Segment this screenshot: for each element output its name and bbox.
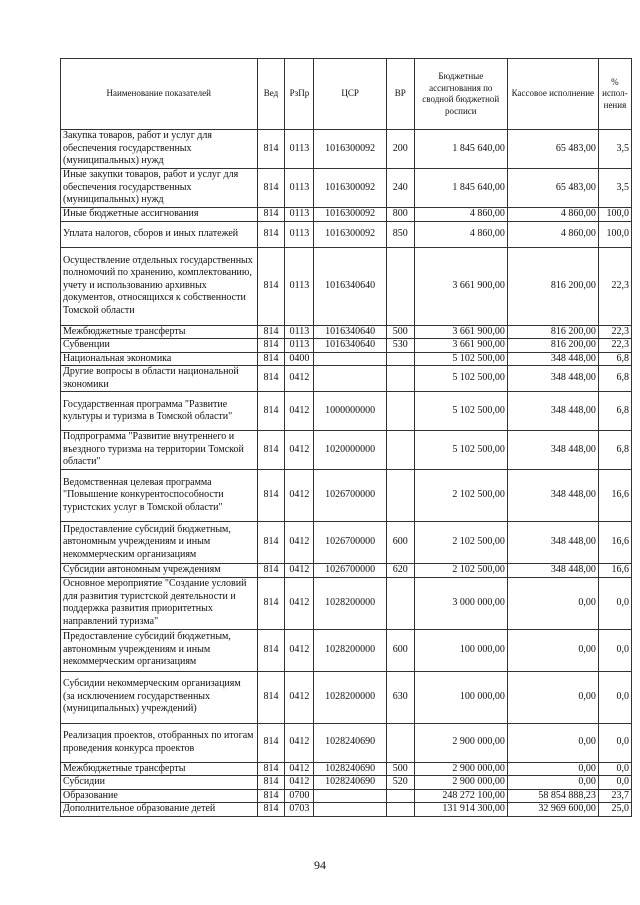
cell-rzpr: 0412 [285, 776, 314, 790]
cell-cash: 348 448,00 [507, 470, 598, 522]
cell-name: Субсидии некоммерческим организациям (за исключением государственных (муниципальных) учреждений) [61, 671, 258, 723]
cell-pct: 100,0 [598, 221, 631, 247]
cell-ved: 814 [257, 789, 285, 803]
cell-name: Другие вопросы в области национальной экономики [61, 366, 258, 392]
cell-ved: 814 [257, 325, 285, 339]
cell-ved: 814 [257, 221, 285, 247]
cell-pct: 0,0 [598, 671, 631, 723]
cell-ved: 814 [257, 208, 285, 222]
cell-cash: 65 483,00 [507, 130, 598, 169]
cell-csr: 1016300092 [314, 208, 386, 222]
cell-cash: 0,00 [507, 577, 598, 629]
cell-name: Субсидии автономным учреждениям [61, 564, 258, 578]
cell-name: Уплата налогов, сборов и иных платежей [61, 221, 258, 247]
cell-budget: 5 102 500,00 [414, 366, 507, 392]
cell-csr: 1016300092 [314, 130, 386, 169]
cell-vr: 520 [386, 776, 414, 790]
cell-budget: 5 102 500,00 [414, 392, 507, 431]
cell-vr [386, 366, 414, 392]
cell-budget: 2 102 500,00 [414, 564, 507, 578]
header-csr: ЦСР [314, 59, 386, 130]
cell-ved: 814 [257, 366, 285, 392]
header-pct: % испол-нения [598, 59, 631, 130]
cell-budget: 3 661 900,00 [414, 339, 507, 353]
table-row [61, 803, 632, 817]
cell-pct: 3,5 [598, 130, 631, 169]
cell-csr [314, 366, 386, 392]
cell-cash: 816 200,00 [507, 325, 598, 339]
cell-vr: 800 [386, 208, 414, 222]
cell-pct: 23,7 [598, 789, 631, 803]
cell-pct: 0,0 [598, 776, 631, 790]
cell-name: Предоставление субсидий бюджетным, автономным учреждениям и иным некоммерческим организациям [61, 522, 258, 564]
cell-budget: 2 900 000,00 [414, 776, 507, 790]
table-row [61, 221, 632, 247]
cell-cash: 348 448,00 [507, 392, 598, 431]
cell-budget: 2 102 500,00 [414, 470, 507, 522]
cell-pct: 6,8 [598, 392, 631, 431]
cell-csr [314, 352, 386, 366]
cell-name: Реализация проектов, отобранных по итогам проведения конкурса проектов [61, 723, 258, 762]
cell-ved: 814 [257, 803, 285, 817]
cell-vr: 850 [386, 221, 414, 247]
cell-vr [386, 723, 414, 762]
cell-ved: 814 [257, 522, 285, 564]
cell-vr [386, 392, 414, 431]
cell-name: Основное мероприятие "Создание условий для развития туристской деятельности и поддержка развития приоритетных направлений туризма" [61, 577, 258, 629]
cell-rzpr: 0113 [285, 339, 314, 353]
cell-cash: 4 860,00 [507, 221, 598, 247]
cell-ved: 814 [257, 431, 285, 470]
cell-rzpr: 0412 [285, 671, 314, 723]
header-vr: ВР [386, 59, 414, 130]
cell-csr: 1028240690 [314, 762, 386, 776]
cell-csr: 1026700000 [314, 522, 386, 564]
header-ved: Вед [257, 59, 285, 130]
cell-rzpr: 0412 [285, 762, 314, 776]
cell-name: Ведомственная целевая программа "Повышение конкурентоспособности туристских услуг в Томской области" [61, 470, 258, 522]
cell-csr: 1020000000 [314, 431, 386, 470]
cell-name: Субсидии [61, 776, 258, 790]
header-rzpr: РзПр [285, 59, 314, 130]
cell-cash: 348 448,00 [507, 431, 598, 470]
cell-name: Подпрограмма "Развитие внутреннего и въездного туризма на территории Томской области" [61, 431, 258, 470]
table-row [61, 208, 632, 222]
table-row [61, 522, 632, 564]
cell-pct: 16,6 [598, 522, 631, 564]
cell-name: Осуществление отдельных государственных полномочий по хранению, комплектованию, учету и использованию архивных документов, относящихся к собственности Томской области [61, 247, 258, 325]
cell-rzpr: 0700 [285, 789, 314, 803]
cell-name: Закупка товаров, работ и услуг для обеспечения государственных (муниципальных) нужд [61, 130, 258, 169]
budget-execution-table [60, 58, 632, 817]
cell-cash: 0,00 [507, 776, 598, 790]
cell-ved: 814 [257, 577, 285, 629]
cell-cash: 348 448,00 [507, 564, 598, 578]
table-row [61, 339, 632, 353]
cell-pct: 100,0 [598, 208, 631, 222]
cell-pct: 0,0 [598, 629, 631, 671]
table-row [61, 762, 632, 776]
header-name: Наименование показателей [61, 59, 258, 130]
cell-pct: 3,5 [598, 169, 631, 208]
cell-budget: 4 860,00 [414, 221, 507, 247]
cell-vr [386, 431, 414, 470]
cell-csr [314, 803, 386, 817]
cell-rzpr: 0113 [285, 208, 314, 222]
cell-cash: 0,00 [507, 671, 598, 723]
table-row [61, 130, 632, 169]
cell-ved: 814 [257, 564, 285, 578]
table-row [61, 564, 632, 578]
cell-csr: 1016340640 [314, 339, 386, 353]
cell-pct: 0,0 [598, 577, 631, 629]
cell-vr [386, 577, 414, 629]
cell-ved: 814 [257, 776, 285, 790]
cell-pct: 6,8 [598, 431, 631, 470]
table-row [61, 723, 632, 762]
cell-csr: 1028240690 [314, 723, 386, 762]
cell-budget: 5 102 500,00 [414, 431, 507, 470]
table-body [61, 130, 632, 817]
cell-csr: 1028200000 [314, 671, 386, 723]
cell-vr: 530 [386, 339, 414, 353]
cell-csr: 1016340640 [314, 247, 386, 325]
cell-vr: 600 [386, 629, 414, 671]
cell-csr: 1016300092 [314, 169, 386, 208]
header-budget: Бюджетные ассигнования по сводной бюджетной росписи [414, 59, 507, 130]
cell-rzpr: 0400 [285, 352, 314, 366]
cell-budget: 2 900 000,00 [414, 762, 507, 776]
cell-cash: 348 448,00 [507, 366, 598, 392]
cell-cash: 348 448,00 [507, 522, 598, 564]
cell-vr: 240 [386, 169, 414, 208]
cell-pct: 25,0 [598, 803, 631, 817]
cell-cash: 816 200,00 [507, 339, 598, 353]
table-row [61, 247, 632, 325]
cell-ved: 814 [257, 470, 285, 522]
cell-budget: 1 845 640,00 [414, 169, 507, 208]
cell-budget: 1 845 640,00 [414, 130, 507, 169]
cell-cash: 65 483,00 [507, 169, 598, 208]
cell-pct: 16,6 [598, 470, 631, 522]
cell-budget: 3 661 900,00 [414, 247, 507, 325]
cell-rzpr: 0412 [285, 366, 314, 392]
cell-name: Иные закупки товаров, работ и услуг для обеспечения государственных (муниципальных) нужд [61, 169, 258, 208]
cell-rzpr: 0412 [285, 564, 314, 578]
table-row [61, 776, 632, 790]
cell-vr [386, 789, 414, 803]
cell-ved: 814 [257, 762, 285, 776]
table-row [61, 392, 632, 431]
cell-name: Государственная программа "Развитие культуры и туризма в Томской области" [61, 392, 258, 431]
cell-ved: 814 [257, 392, 285, 431]
page-number: 94 [314, 858, 326, 872]
cell-ved: 814 [257, 247, 285, 325]
cell-pct: 22,3 [598, 247, 631, 325]
cell-vr: 600 [386, 522, 414, 564]
cell-name: Предоставление субсидий бюджетным, автономным учреждениям и иным некоммерческим организациям [61, 629, 258, 671]
cell-budget: 2 102 500,00 [414, 522, 507, 564]
cell-vr [386, 470, 414, 522]
cell-vr: 500 [386, 762, 414, 776]
cell-csr: 1016340640 [314, 325, 386, 339]
table-row [61, 352, 632, 366]
cell-vr [386, 247, 414, 325]
cell-rzpr: 0113 [285, 325, 314, 339]
cell-ved: 814 [257, 169, 285, 208]
cell-ved: 814 [257, 339, 285, 353]
cell-csr: 1026700000 [314, 564, 386, 578]
table-row [61, 325, 632, 339]
cell-budget: 5 102 500,00 [414, 352, 507, 366]
table-row [61, 470, 632, 522]
cell-pct: 6,8 [598, 352, 631, 366]
cell-rzpr: 0412 [285, 470, 314, 522]
table-row [61, 789, 632, 803]
cell-pct: 22,3 [598, 339, 631, 353]
cell-ved: 814 [257, 130, 285, 169]
cell-name: Национальная экономика [61, 352, 258, 366]
cell-cash: 4 860,00 [507, 208, 598, 222]
cell-name: Субвенции [61, 339, 258, 353]
cell-vr: 620 [386, 564, 414, 578]
cell-name: Дополнительное образование детей [61, 803, 258, 817]
header-cash: Кассовое исполнение [507, 59, 598, 130]
cell-rzpr: 0113 [285, 247, 314, 325]
cell-cash: 0,00 [507, 723, 598, 762]
cell-pct: 22,3 [598, 325, 631, 339]
cell-pct: 6,8 [598, 366, 631, 392]
cell-budget: 4 860,00 [414, 208, 507, 222]
cell-budget: 3 661 900,00 [414, 325, 507, 339]
cell-ved: 814 [257, 629, 285, 671]
cell-rzpr: 0412 [285, 723, 314, 762]
cell-csr: 1026700000 [314, 470, 386, 522]
cell-csr: 1000000000 [314, 392, 386, 431]
cell-rzpr: 0412 [285, 522, 314, 564]
cell-name: Иные бюджетные ассигнования [61, 208, 258, 222]
cell-ved: 814 [257, 723, 285, 762]
table-row [61, 366, 632, 392]
cell-cash: 58 854 888,23 [507, 789, 598, 803]
cell-pct: 0,0 [598, 762, 631, 776]
cell-rzpr: 0113 [285, 130, 314, 169]
cell-cash: 816 200,00 [507, 247, 598, 325]
cell-budget: 100 000,00 [414, 629, 507, 671]
cell-ved: 814 [257, 352, 285, 366]
cell-csr [314, 789, 386, 803]
cell-cash: 348 448,00 [507, 352, 598, 366]
table-row [61, 577, 632, 629]
cell-vr [386, 803, 414, 817]
table-header-row [61, 59, 632, 130]
cell-budget: 2 900 000,00 [414, 723, 507, 762]
cell-csr: 1028200000 [314, 629, 386, 671]
cell-cash: 32 969 600,00 [507, 803, 598, 817]
cell-budget: 131 914 300,00 [414, 803, 507, 817]
cell-cash: 0,00 [507, 762, 598, 776]
cell-csr: 1028200000 [314, 577, 386, 629]
cell-name: Межбюджетные трансферты [61, 325, 258, 339]
cell-csr: 1016300092 [314, 221, 386, 247]
table-row [61, 169, 632, 208]
cell-pct: 0,0 [598, 723, 631, 762]
cell-csr: 1028240690 [314, 776, 386, 790]
cell-vr [386, 352, 414, 366]
cell-rzpr: 0703 [285, 803, 314, 817]
cell-rzpr: 0412 [285, 431, 314, 470]
cell-pct: 16,6 [598, 564, 631, 578]
cell-vr: 500 [386, 325, 414, 339]
cell-vr: 630 [386, 671, 414, 723]
cell-rzpr: 0412 [285, 577, 314, 629]
cell-vr: 200 [386, 130, 414, 169]
table-row [61, 431, 632, 470]
cell-rzpr: 0113 [285, 169, 314, 208]
table-row [61, 671, 632, 723]
table-row [61, 629, 632, 671]
cell-rzpr: 0412 [285, 392, 314, 431]
cell-ved: 814 [257, 671, 285, 723]
cell-budget: 248 272 100,00 [414, 789, 507, 803]
cell-name: Межбюджетные трансферты [61, 762, 258, 776]
cell-rzpr: 0113 [285, 221, 314, 247]
cell-name: Образование [61, 789, 258, 803]
cell-rzpr: 0412 [285, 629, 314, 671]
cell-cash: 0,00 [507, 629, 598, 671]
cell-budget: 100 000,00 [414, 671, 507, 723]
cell-budget: 3 000 000,00 [414, 577, 507, 629]
